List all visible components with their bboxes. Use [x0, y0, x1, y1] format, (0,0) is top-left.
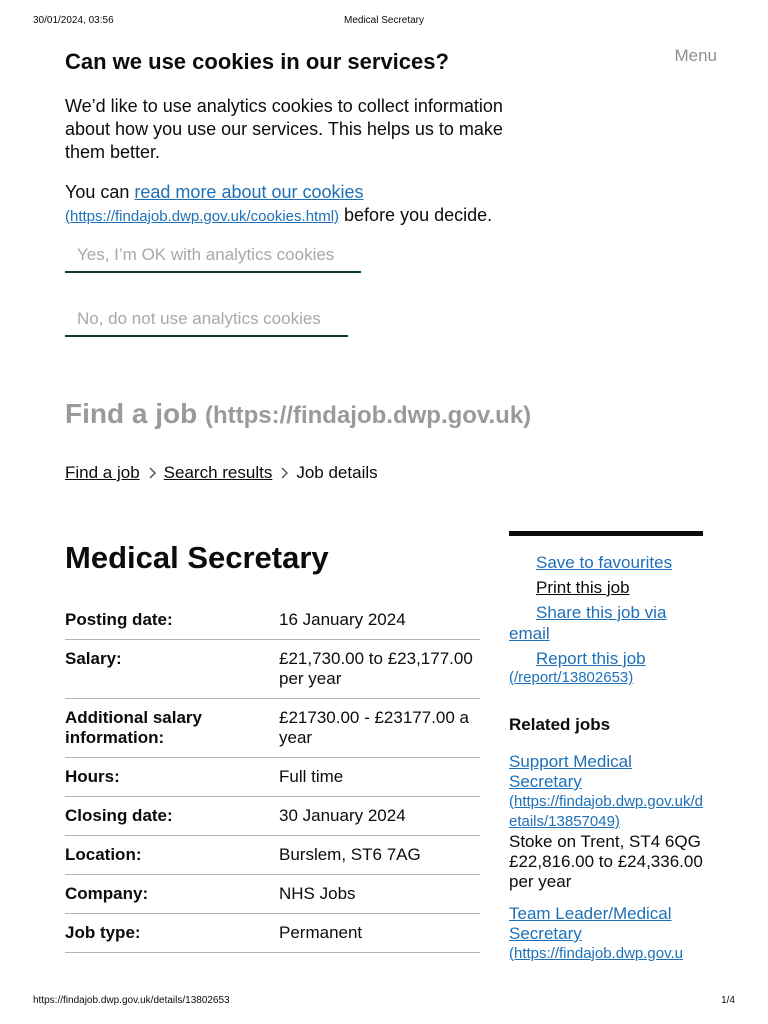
related-job-url[interactable]: (https://findajob.dwp.gov.uk/details/13857049) [509, 793, 704, 830]
detail-value: NHS Jobs [279, 884, 356, 903]
site-title-url: (https://findajob.dwp.gov.uk) [205, 402, 532, 429]
save-to-favourites-link[interactable]: Save to favourites [536, 553, 673, 572]
related-jobs-heading: Related jobs [509, 715, 611, 734]
cookie-more-suffix: before you decide. [339, 205, 493, 225]
job-details-list [65, 601, 480, 953]
cookie-more-prefix: You can [65, 182, 135, 202]
detail-label: Posting date: [65, 610, 173, 629]
cookie-banner-more-info [65, 181, 545, 228]
print-page-title: Medical Secretary [343, 15, 425, 26]
related-job-item [509, 904, 703, 964]
detail-value: £21,730.00 to £23,177.00 per year [279, 649, 473, 688]
print-header [33, 15, 735, 29]
cookie-banner-title: Can we use cookies in our services? [65, 49, 449, 74]
detail-row-company [65, 875, 480, 914]
related-job-title-link[interactable]: Team Leader/Medical Secretary [509, 904, 672, 943]
detail-value: Permanent [279, 923, 363, 942]
breadcrumb [65, 463, 378, 483]
detail-row-job-type [65, 914, 480, 953]
cookie-policy-link[interactable]: read more about our cookies [134, 182, 364, 202]
print-job-link[interactable]: Print this job [536, 578, 630, 597]
print-datetime: 30/01/2024, 03:56 [33, 15, 114, 26]
cookie-banner-description: We’d like to use analytics cookies to collect information about how you use our services. This helps us to make them better. [65, 96, 503, 162]
share-job-email-link[interactable]: Share this job via email [509, 603, 667, 643]
report-job-url[interactable]: (/report/13802653) [509, 669, 634, 686]
related-job-location: Stoke on Trent, ST4 6QG [509, 832, 701, 851]
print-footer [33, 995, 735, 1009]
site-title-text[interactable]: Find a job [65, 398, 198, 429]
detail-label: Closing date: [65, 806, 173, 825]
menu-button[interactable]: Menu [674, 46, 717, 65]
detail-row-hours [65, 758, 480, 797]
cookie-policy-url[interactable]: (https://findajob.dwp.gov.uk/cookies.html) [65, 208, 340, 225]
print-page-number: 1/4 [721, 995, 735, 1006]
detail-label: Job type: [65, 923, 141, 942]
reject-cookies-button[interactable]: No, do not use analytics cookies [65, 301, 348, 337]
print-footer-url: https://findajob.dwp.gov.uk/details/13802653 [33, 995, 230, 1006]
job-title: Medical Secretary [65, 540, 329, 575]
detail-value: Burslem, ST6 7AG [279, 845, 421, 864]
detail-label: Salary: [65, 649, 122, 668]
detail-row-salary [65, 640, 480, 699]
detail-label: Location: [65, 845, 142, 864]
site-title[interactable] [65, 398, 531, 430]
detail-row-location [65, 836, 480, 875]
detail-value: Full time [279, 767, 344, 786]
detail-label: Additional salary information: [65, 708, 202, 747]
breadcrumb-search-results[interactable]: Search results [163, 463, 273, 482]
detail-label: Company: [65, 884, 149, 903]
detail-row-additional-salary [65, 699, 480, 758]
detail-row-closing-date [65, 797, 480, 836]
detail-value: 16 January 2024 [279, 610, 406, 629]
related-job-title-link[interactable]: Support Medical Secretary [509, 752, 632, 791]
detail-label: Hours: [65, 767, 120, 786]
related-job-item [509, 752, 703, 892]
related-job-url[interactable]: (https://findajob.dwp.gov.u [509, 945, 683, 962]
detail-value: £21730.00 - £23177.00 a year [279, 708, 470, 747]
detail-value: 30 January 2024 [279, 806, 406, 825]
detail-row-posting-date [65, 601, 480, 640]
job-actions-sidebar [509, 531, 703, 964]
chevron-right-icon [272, 463, 296, 483]
report-job-link[interactable]: Report this job [536, 649, 646, 668]
chevron-right-icon [140, 463, 164, 483]
related-job-salary: £22,816.00 to £24,336.00 per year [509, 852, 703, 891]
breadcrumb-job-details: Job details [296, 463, 378, 482]
breadcrumb-find-a-job[interactable]: Find a job [65, 463, 140, 482]
accept-cookies-button[interactable]: Yes, I’m OK with analytics cookies [65, 237, 361, 273]
